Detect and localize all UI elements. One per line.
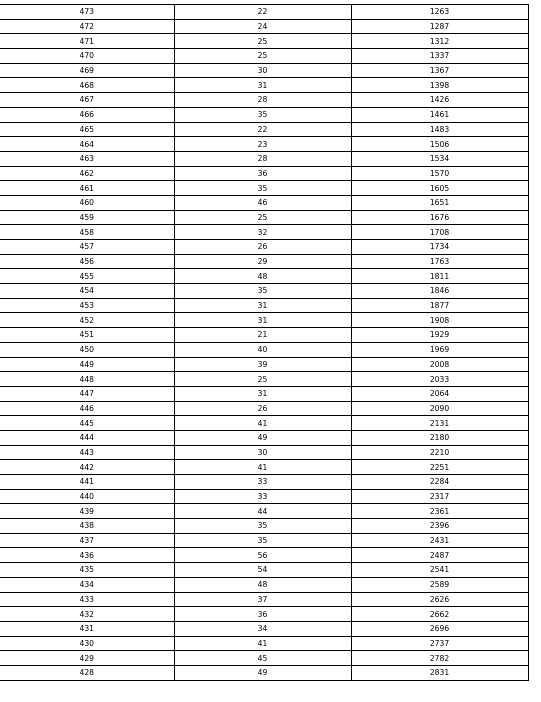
cumulative-cell: 2064 (351, 386, 528, 401)
score-cell: 469 (0, 63, 174, 78)
count-cell: 35 (174, 284, 351, 299)
cumulative-cell: 2361 (351, 504, 528, 519)
table-row (0, 607, 528, 622)
cumulative-cell: 2589 (351, 577, 528, 592)
cumulative-cell: 2662 (351, 607, 528, 622)
cumulative-cell: 1398 (351, 78, 528, 93)
cumulative-cell: 2737 (351, 636, 528, 651)
count-cell: 35 (174, 181, 351, 196)
count-cell: 35 (174, 533, 351, 548)
table-row (0, 166, 528, 181)
count-cell: 31 (174, 78, 351, 93)
count-cell: 31 (174, 313, 351, 328)
cumulative-cell: 2782 (351, 651, 528, 666)
table-row (0, 636, 528, 651)
score-cell: 472 (0, 19, 174, 34)
count-cell: 30 (174, 445, 351, 460)
table-row (0, 122, 528, 137)
cumulative-cell: 2180 (351, 430, 528, 445)
score-cell: 466 (0, 107, 174, 122)
count-cell: 56 (174, 548, 351, 563)
cumulative-cell: 2131 (351, 416, 528, 431)
count-cell: 22 (174, 122, 351, 137)
cumulative-cell: 2210 (351, 445, 528, 460)
cumulative-cell: 1426 (351, 93, 528, 108)
score-cell: 433 (0, 592, 174, 607)
table-row (0, 298, 528, 313)
count-cell: 35 (174, 519, 351, 534)
table-row (0, 416, 528, 431)
score-cell: 449 (0, 357, 174, 372)
count-cell: 32 (174, 225, 351, 240)
cumulative-cell: 2284 (351, 475, 528, 490)
score-cell: 442 (0, 460, 174, 475)
table-row (0, 34, 528, 49)
table-row (0, 19, 528, 34)
cumulative-cell: 2626 (351, 592, 528, 607)
score-cell: 460 (0, 195, 174, 210)
table-row (0, 5, 528, 20)
table-row (0, 401, 528, 416)
cumulative-cell: 1676 (351, 210, 528, 225)
table-row (0, 225, 528, 240)
cumulative-cell: 1811 (351, 269, 528, 284)
count-cell: 36 (174, 166, 351, 181)
cumulative-cell: 2033 (351, 372, 528, 387)
count-cell: 29 (174, 254, 351, 269)
count-cell: 46 (174, 195, 351, 210)
table-row (0, 460, 528, 475)
cumulative-cell: 2487 (351, 548, 528, 563)
score-cell: 468 (0, 78, 174, 93)
cumulative-cell: 1877 (351, 298, 528, 313)
cumulative-cell: 2090 (351, 401, 528, 416)
score-cell: 458 (0, 225, 174, 240)
cumulative-cell: 1534 (351, 151, 528, 166)
score-cell: 470 (0, 49, 174, 64)
table-row (0, 357, 528, 372)
count-cell: 48 (174, 577, 351, 592)
count-cell: 25 (174, 34, 351, 49)
score-cell: 444 (0, 430, 174, 445)
score-cell: 455 (0, 269, 174, 284)
score-table (0, 4, 529, 681)
count-cell: 41 (174, 636, 351, 651)
count-cell: 54 (174, 563, 351, 578)
cumulative-cell: 1763 (351, 254, 528, 269)
table-row (0, 489, 528, 504)
table-row (0, 240, 528, 255)
score-cell: 457 (0, 240, 174, 255)
score-cell: 464 (0, 137, 174, 152)
count-cell: 40 (174, 342, 351, 357)
score-cell: 446 (0, 401, 174, 416)
count-cell: 37 (174, 592, 351, 607)
cumulative-cell: 1605 (351, 181, 528, 196)
table-row (0, 533, 528, 548)
table-row (0, 63, 528, 78)
cumulative-cell: 2431 (351, 533, 528, 548)
count-cell: 31 (174, 386, 351, 401)
count-cell: 24 (174, 19, 351, 34)
score-cell: 451 (0, 328, 174, 343)
score-cell: 463 (0, 151, 174, 166)
count-cell: 49 (174, 665, 351, 680)
count-cell: 35 (174, 107, 351, 122)
cumulative-cell: 1337 (351, 49, 528, 64)
score-cell: 437 (0, 533, 174, 548)
cumulative-cell: 2696 (351, 621, 528, 636)
score-cell: 461 (0, 181, 174, 196)
cumulative-cell: 1908 (351, 313, 528, 328)
cumulative-cell: 1846 (351, 284, 528, 299)
cumulative-cell: 2396 (351, 519, 528, 534)
score-cell: 438 (0, 519, 174, 534)
count-cell: 41 (174, 460, 351, 475)
table-row (0, 475, 528, 490)
count-cell: 49 (174, 430, 351, 445)
table-row (0, 254, 528, 269)
table-row (0, 313, 528, 328)
table-row (0, 107, 528, 122)
score-cell: 450 (0, 342, 174, 357)
cumulative-cell: 1263 (351, 5, 528, 20)
cumulative-cell: 2541 (351, 563, 528, 578)
cumulative-cell: 1287 (351, 19, 528, 34)
score-cell: 430 (0, 636, 174, 651)
count-cell: 44 (174, 504, 351, 519)
table-row (0, 621, 528, 636)
cumulative-cell: 2251 (351, 460, 528, 475)
score-cell: 452 (0, 313, 174, 328)
score-cell: 459 (0, 210, 174, 225)
score-cell: 465 (0, 122, 174, 137)
table-row (0, 519, 528, 534)
cumulative-cell: 1461 (351, 107, 528, 122)
table-row (0, 372, 528, 387)
score-cell: 453 (0, 298, 174, 313)
table-row (0, 195, 528, 210)
count-cell: 25 (174, 49, 351, 64)
table-row (0, 665, 528, 680)
table-row (0, 577, 528, 592)
score-cell: 431 (0, 621, 174, 636)
score-cell: 440 (0, 489, 174, 504)
score-cell: 432 (0, 607, 174, 622)
score-cell: 473 (0, 5, 174, 20)
cumulative-cell: 1367 (351, 63, 528, 78)
cumulative-cell: 1708 (351, 225, 528, 240)
table-row (0, 137, 528, 152)
score-cell: 471 (0, 34, 174, 49)
count-cell: 45 (174, 651, 351, 666)
table-row (0, 269, 528, 284)
count-cell: 34 (174, 621, 351, 636)
score-cell: 434 (0, 577, 174, 592)
table-row (0, 328, 528, 343)
score-cell: 447 (0, 386, 174, 401)
score-cell: 456 (0, 254, 174, 269)
count-cell: 22 (174, 5, 351, 20)
cumulative-cell: 2831 (351, 665, 528, 680)
score-cell: 454 (0, 284, 174, 299)
table-row (0, 93, 528, 108)
score-cell: 445 (0, 416, 174, 431)
cumulative-cell: 1651 (351, 195, 528, 210)
score-table-body (0, 5, 528, 681)
table-row (0, 445, 528, 460)
table-row (0, 548, 528, 563)
count-cell: 33 (174, 489, 351, 504)
table-row (0, 430, 528, 445)
cumulative-cell: 1734 (351, 240, 528, 255)
table-row (0, 386, 528, 401)
score-cell: 435 (0, 563, 174, 578)
count-cell: 21 (174, 328, 351, 343)
count-cell: 36 (174, 607, 351, 622)
table-row (0, 651, 528, 666)
count-cell: 41 (174, 416, 351, 431)
table-row (0, 210, 528, 225)
cumulative-cell: 2008 (351, 357, 528, 372)
count-cell: 26 (174, 401, 351, 416)
cumulative-cell: 1483 (351, 122, 528, 137)
score-cell: 428 (0, 665, 174, 680)
table-row (0, 592, 528, 607)
count-cell: 48 (174, 269, 351, 284)
count-cell: 25 (174, 372, 351, 387)
cumulative-cell: 1929 (351, 328, 528, 343)
score-cell: 429 (0, 651, 174, 666)
table-row (0, 284, 528, 299)
cumulative-cell: 1570 (351, 166, 528, 181)
table-row (0, 151, 528, 166)
count-cell: 25 (174, 210, 351, 225)
table-row (0, 342, 528, 357)
count-cell: 26 (174, 240, 351, 255)
cumulative-cell: 1312 (351, 34, 528, 49)
count-cell: 39 (174, 357, 351, 372)
table-row (0, 78, 528, 93)
table-row (0, 181, 528, 196)
count-cell: 33 (174, 475, 351, 490)
count-cell: 28 (174, 93, 351, 108)
score-cell: 462 (0, 166, 174, 181)
count-cell: 28 (174, 151, 351, 166)
score-cell: 436 (0, 548, 174, 563)
cumulative-cell: 1969 (351, 342, 528, 357)
count-cell: 30 (174, 63, 351, 78)
table-row (0, 504, 528, 519)
count-cell: 31 (174, 298, 351, 313)
count-cell: 23 (174, 137, 351, 152)
score-cell: 441 (0, 475, 174, 490)
table-row (0, 563, 528, 578)
table-row (0, 49, 528, 64)
score-cell: 448 (0, 372, 174, 387)
cumulative-cell: 1506 (351, 137, 528, 152)
score-cell: 467 (0, 93, 174, 108)
cumulative-cell: 2317 (351, 489, 528, 504)
score-cell: 439 (0, 504, 174, 519)
score-cell: 443 (0, 445, 174, 460)
